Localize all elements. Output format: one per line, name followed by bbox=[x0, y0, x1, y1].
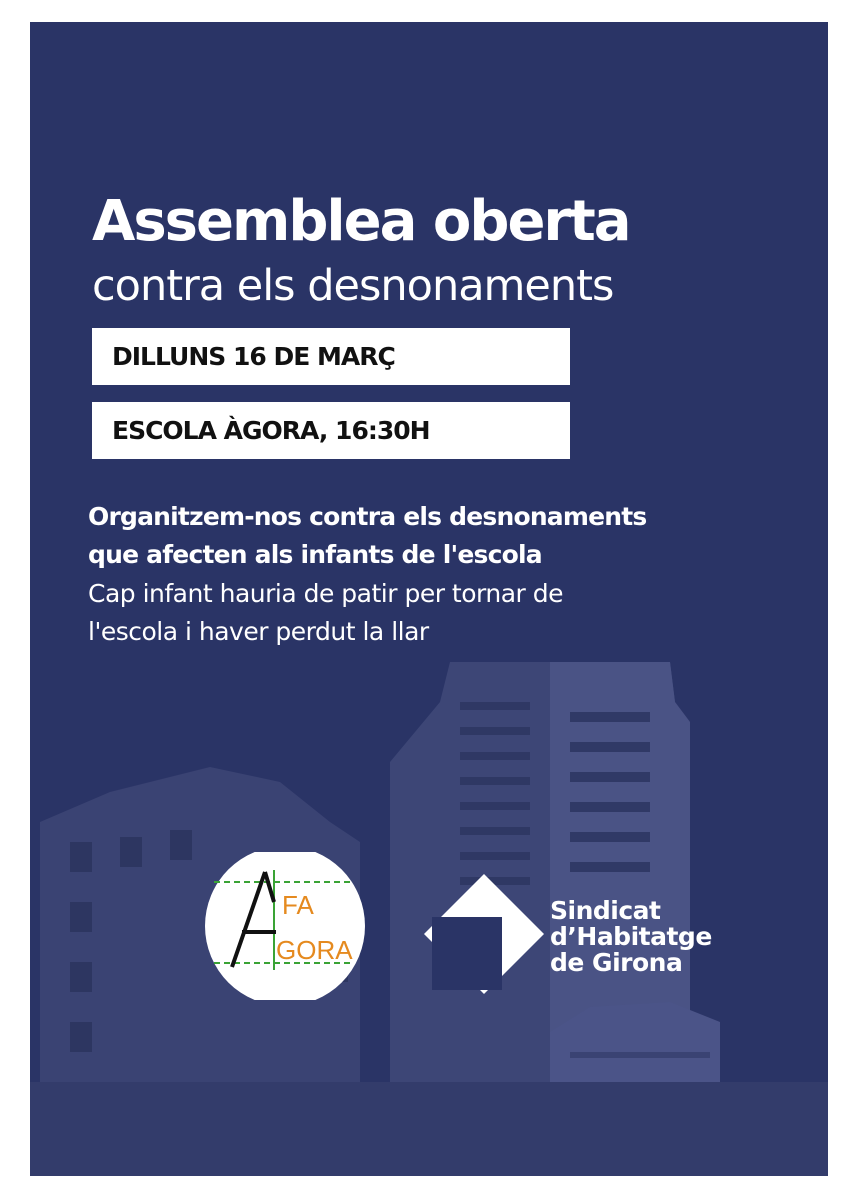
afa-logo-line2: GORA bbox=[276, 935, 353, 965]
poster-subtitle: contra els desnonaments bbox=[92, 261, 614, 311]
sindicat-name-line: de Girona bbox=[550, 948, 683, 977]
body-line: l'escola i haver perdut la llar bbox=[88, 617, 429, 646]
lead-text bbox=[88, 498, 808, 574]
lead-line: que afecten als infants de l'escola bbox=[88, 540, 542, 569]
sindicat-name bbox=[550, 898, 790, 976]
sindicat-name-line: Sindicat bbox=[550, 896, 661, 925]
afa-logo-line1: FA bbox=[282, 890, 314, 920]
place-box bbox=[92, 402, 570, 459]
body-line: Cap infant hauria de patir per tornar de bbox=[88, 579, 564, 608]
lead-line: Organitzem-nos contra els desnonaments bbox=[88, 502, 647, 531]
sindicat-house-icon bbox=[422, 872, 546, 996]
poster bbox=[30, 22, 828, 1176]
afa-agora-logo bbox=[202, 852, 368, 1000]
event-place-time: ESCOLA ÀGORA, 16:30H bbox=[112, 416, 430, 445]
poster-title: Assemblea oberta bbox=[92, 189, 630, 254]
event-date: DILLUNS 16 DE MARÇ bbox=[112, 342, 395, 371]
body-text bbox=[88, 575, 808, 651]
date-box bbox=[92, 328, 570, 385]
sindicat-name-line: d’Habitatge bbox=[550, 922, 712, 951]
